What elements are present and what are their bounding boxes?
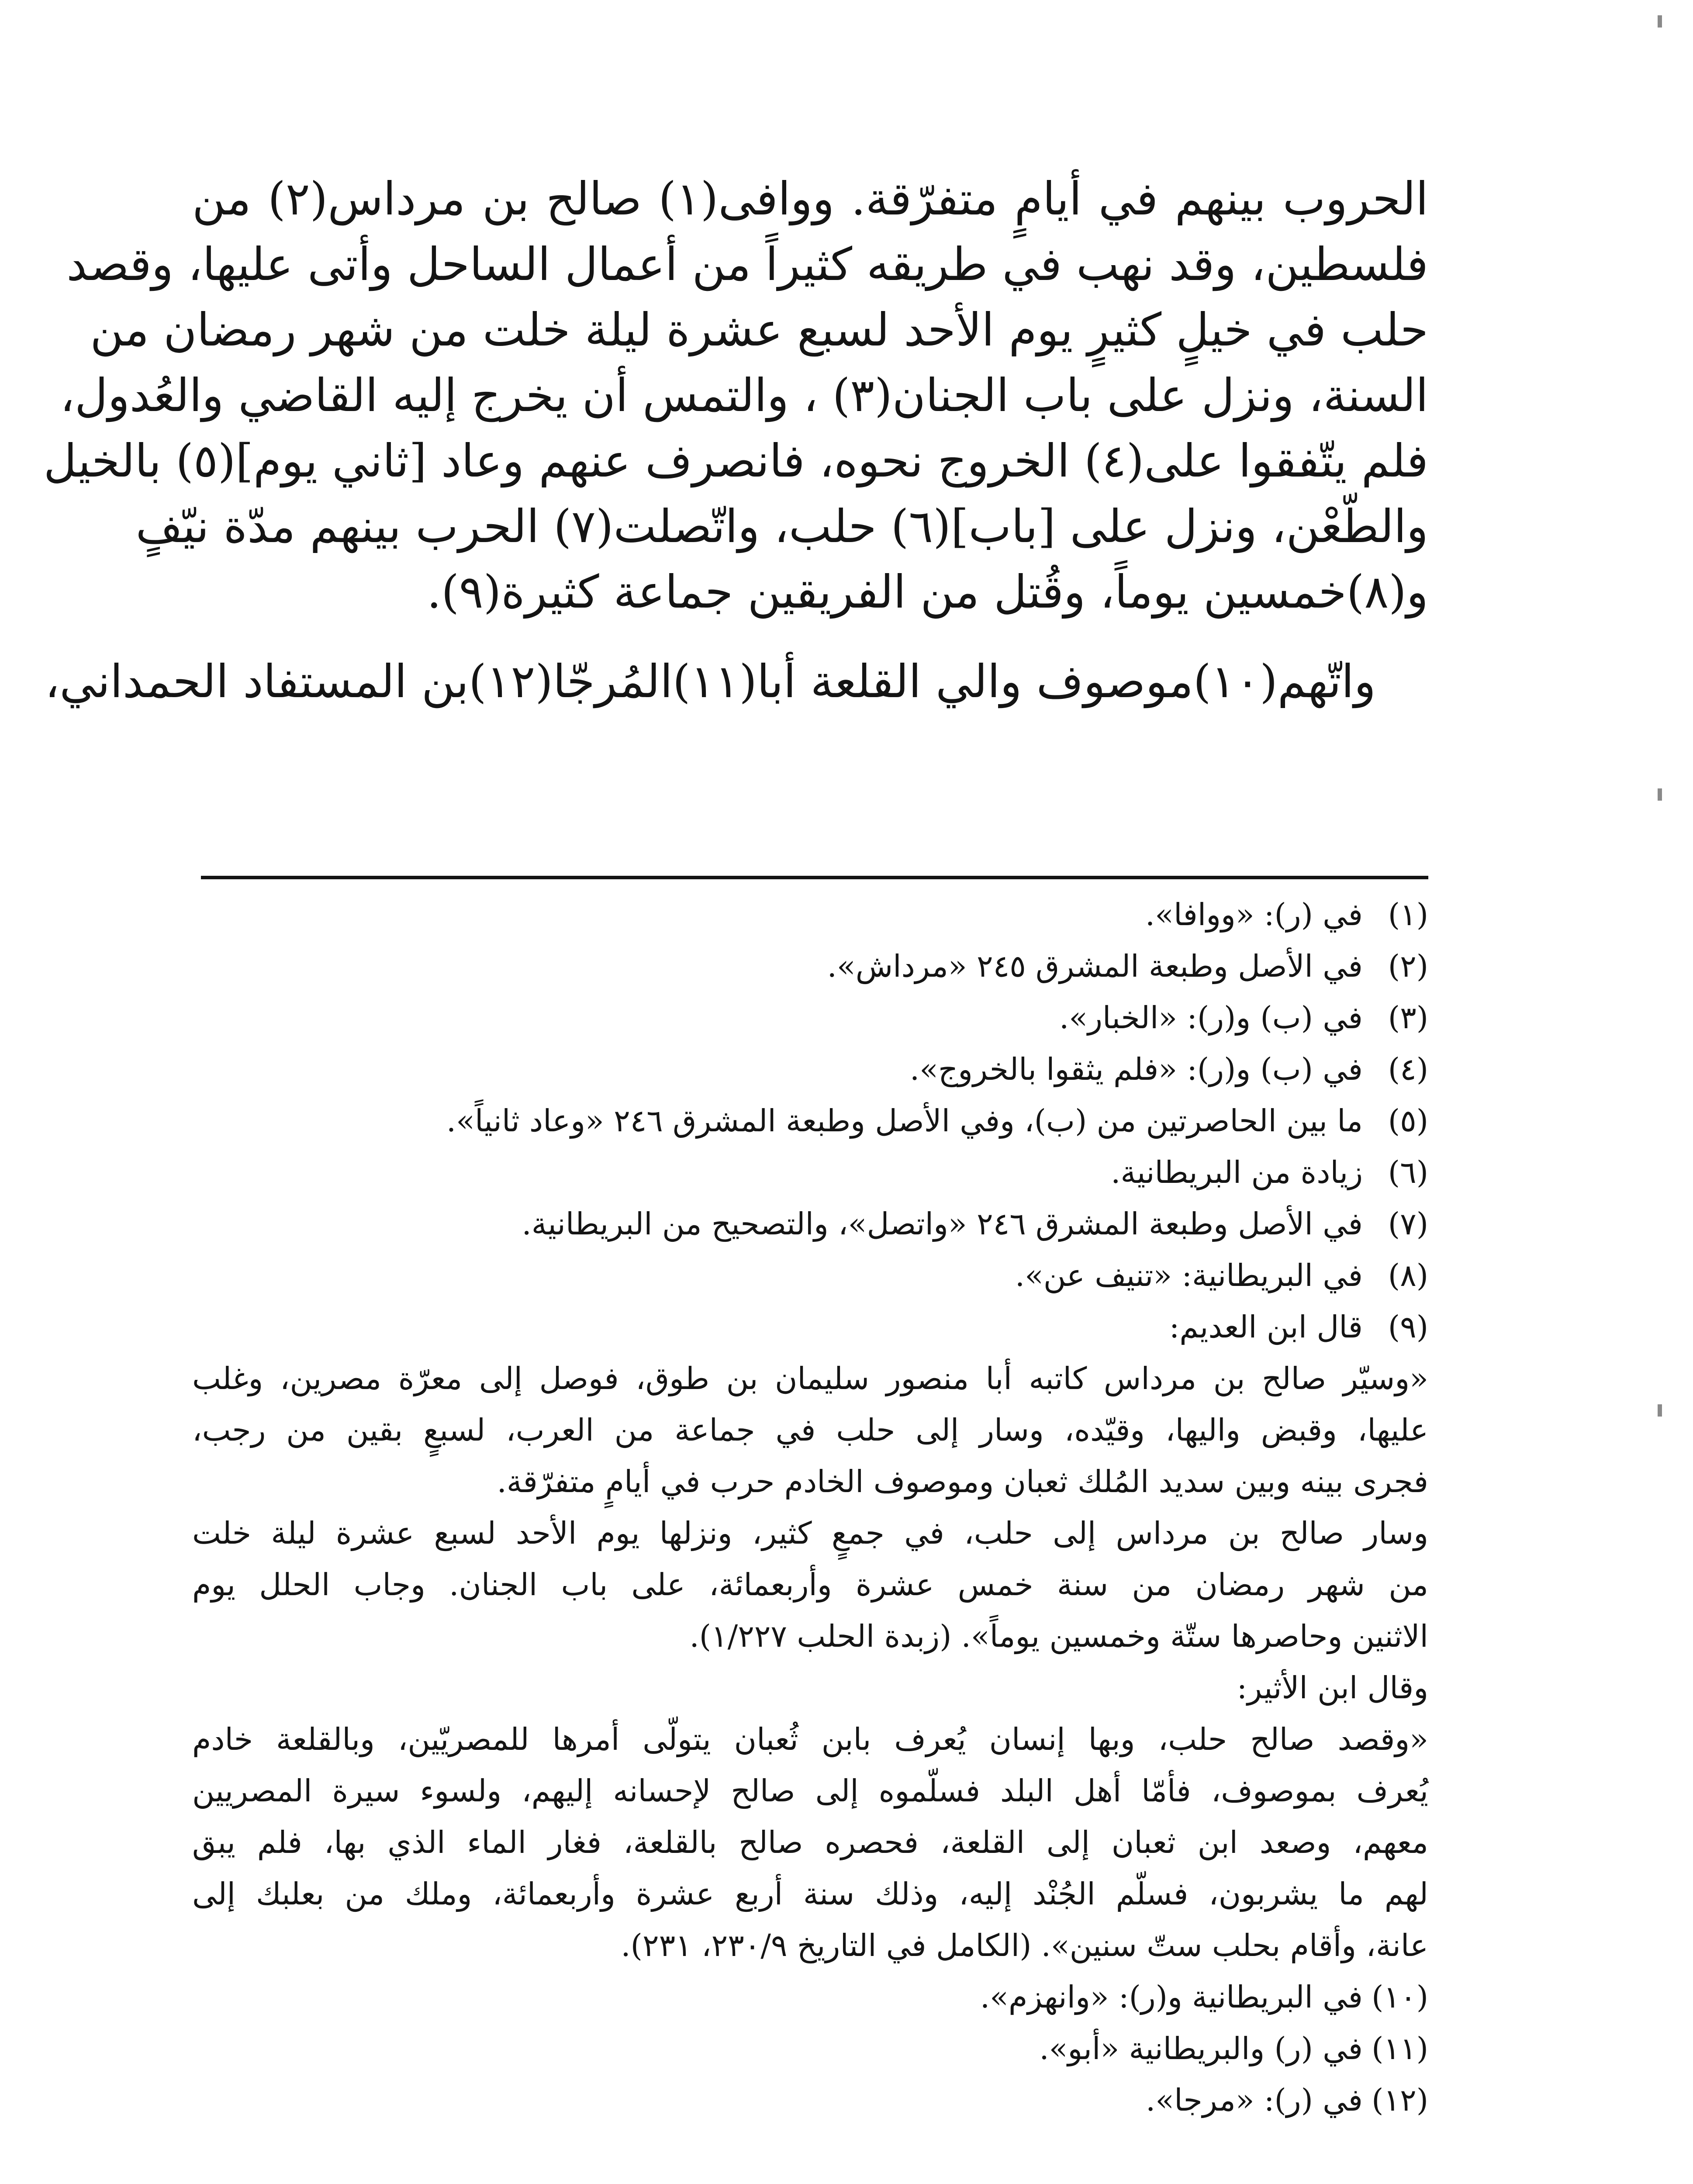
footnote-text: في البريطانية و(ر): «وانهزم».	[980, 1979, 1363, 2015]
margin-mark	[1658, 15, 1662, 28]
quote-line: يُعرف بموصوف، فأمّا أهل البلد فسلّموه إلى صالح لإحسانه إليهم، ولسوء سيرة المصريين	[192, 1773, 1428, 1809]
body-line: واتّهم(١٠)موصوف والي القلعة أبا(١١)المُرجّا(١٢)بن المستفاد الحمداني،	[45, 655, 1376, 708]
footnote-number: (٧)	[1388, 1206, 1428, 1242]
margin-mark	[1658, 1404, 1662, 1417]
footnote-number: (٥)	[1388, 1103, 1428, 1139]
footnote	[192, 1971, 1428, 2023]
footnote	[192, 1044, 1428, 1095]
footnote-text: في (ر): «ووافا».	[1145, 897, 1363, 933]
footnote-text: في الأصل وطبعة المشرق ٢٤٥ «مرداش».	[827, 948, 1363, 984]
quote-intro: وقال ابن الأثير:	[1237, 1670, 1428, 1706]
margin-mark	[1658, 788, 1662, 801]
footnote	[192, 992, 1428, 1044]
footnotes-section	[192, 889, 1428, 2126]
body-line: و(٨)خمسين يوماً، وقُتل من الفريقين جماعة كثيرة(٩).	[427, 565, 1428, 619]
body-line: فلسطين، وقد نهب في طريقه كثيراً من أعمال الساحل وأتى عليها، وقصد	[66, 238, 1428, 291]
footnote-text: في الأصل وطبعة المشرق ٢٤٦ «واتصل»، والتصحيح من البريطانية.	[522, 1206, 1363, 1242]
footnote-number: (١)	[1388, 897, 1428, 933]
footnote-number: (٨)	[1388, 1258, 1428, 1293]
footnote	[192, 1147, 1428, 1198]
footnote-number: (٦)	[1388, 1154, 1428, 1190]
quote-line: عانة، وأقام بحلب ستّ سنين». (الكامل في التاريخ ٢٣٠/٩، ٢٣١).	[621, 1928, 1428, 1963]
footnote-text: قال ابن العديم:	[1169, 1309, 1363, 1345]
footnote-number: (١١)	[1372, 2031, 1428, 2067]
main-body-text	[43, 166, 1429, 714]
footnote	[192, 1250, 1428, 1301]
footnote	[192, 2023, 1428, 2074]
footnote	[192, 1095, 1428, 1147]
footnote-number: (٣)	[1388, 1000, 1428, 1036]
footnote-text: في (ر): «مرجا».	[1146, 2082, 1363, 2118]
body-line: السنة، ونزل على باب الجنان(٣) ، والتمس أن يخرج إليه القاضي والعُدول،	[60, 369, 1428, 422]
footnote	[192, 1301, 1428, 1353]
footnote-number: (٩)	[1388, 1309, 1428, 1345]
paragraph-gap	[192, 625, 1428, 649]
quote-line: «وقصد صالح حلب، وبها إنسان يُعرف بابن ثُعبان يتولّى أمرها للمصريّين، وبالقلعة خادم	[192, 1721, 1428, 1757]
footnote	[192, 1198, 1428, 1250]
footnote-number: (١٢)	[1372, 2082, 1428, 2118]
footnote-number: (٢)	[1388, 948, 1428, 984]
footnote-number: (٤)	[1388, 1051, 1428, 1087]
footnote-text: في (ب) و(ر): «الخبار».	[1059, 1000, 1363, 1036]
quote-line: الاثنين وحاصرها ستّة وخمسين يوماً». (زبدة الحلب ١/٢٢٧).	[689, 1618, 1428, 1654]
footnote-text: زيادة من البريطانية.	[1111, 1154, 1363, 1190]
footnote-text: في (ب) و(ر): «فلم يثقوا بالخروج».	[909, 1051, 1363, 1087]
footnote	[192, 889, 1428, 940]
quote-line: فجرى بينه وبين سديد المُلك ثعبان وموصوف الخادم حرب في أيامٍ متفرّقة.	[497, 1464, 1428, 1500]
body-line: والطّعْن، ونزل على [باب](٦) حلب، واتّصلت(٧) الحرب بينهم مدّة نيّفٍ	[135, 500, 1428, 553]
footnote-separator	[201, 876, 1428, 879]
quote-line: من شهر رمضان من سنة خمس عشرة وأربعمائة، على باب الجنان. وجاب الحلل يوم	[192, 1567, 1428, 1603]
footnote	[192, 2074, 1428, 2126]
body-line: الحروب بينهم في أيامٍ متفرّقة. ووافى(١) صالح بن مرداس(٢) من	[192, 172, 1429, 225]
footnote-text: في (ر) والبريطانية «أبو».	[1039, 2031, 1363, 2067]
footnote	[192, 940, 1428, 992]
body-line: حلب في خيلٍ كثيرٍ يوم الأحد لسبع عشرة ليلة خلت من شهر رمضان من	[90, 303, 1428, 356]
footnote-text: في البريطانية: «تنيف عن».	[1015, 1258, 1363, 1293]
footnote-number: (١٠)	[1372, 1979, 1428, 2015]
body-line: فلم يتّفقوا على(٤) الخروج نحوه، فانصرف عنهم وعاد [ثاني يوم](٥) بالخيل	[43, 434, 1428, 487]
quote-line: معهم، وصعد ابن ثعبان إلى القلعة، فحصره صالح بالقلعة، فغار الماء الذي بها، فلم يبق	[192, 1825, 1428, 1860]
footnote-text: ما بين الحاصرتين من (ب)، وفي الأصل وطبعة المشرق ٢٤٦ «وعاد ثانياً».	[446, 1103, 1363, 1139]
quote-line: عليها، وقبض واليها، وقيّده، وسار إلى حلب في جماعة من العرب، لسبعٍ بقين من رجب،	[192, 1412, 1428, 1448]
quote-line: وسار صالح بن مرداس إلى حلب، في جمعٍ كثير، ونزلها يوم الأحد لسبع عشرة ليلة خلت	[192, 1515, 1428, 1551]
quote-line: «وسيّر صالح بن مرداس كاتبه أبا منصور سليمان بن طوق، فوصل إلى معرّة مصرين، وغلب	[192, 1361, 1428, 1396]
quote-line: لهم ما يشربون، فسلّم الجُنْد إليه، وذلك سنة أربع عشرة وأربعمائة، وملك من بعلبك إلى	[192, 1876, 1428, 1912]
